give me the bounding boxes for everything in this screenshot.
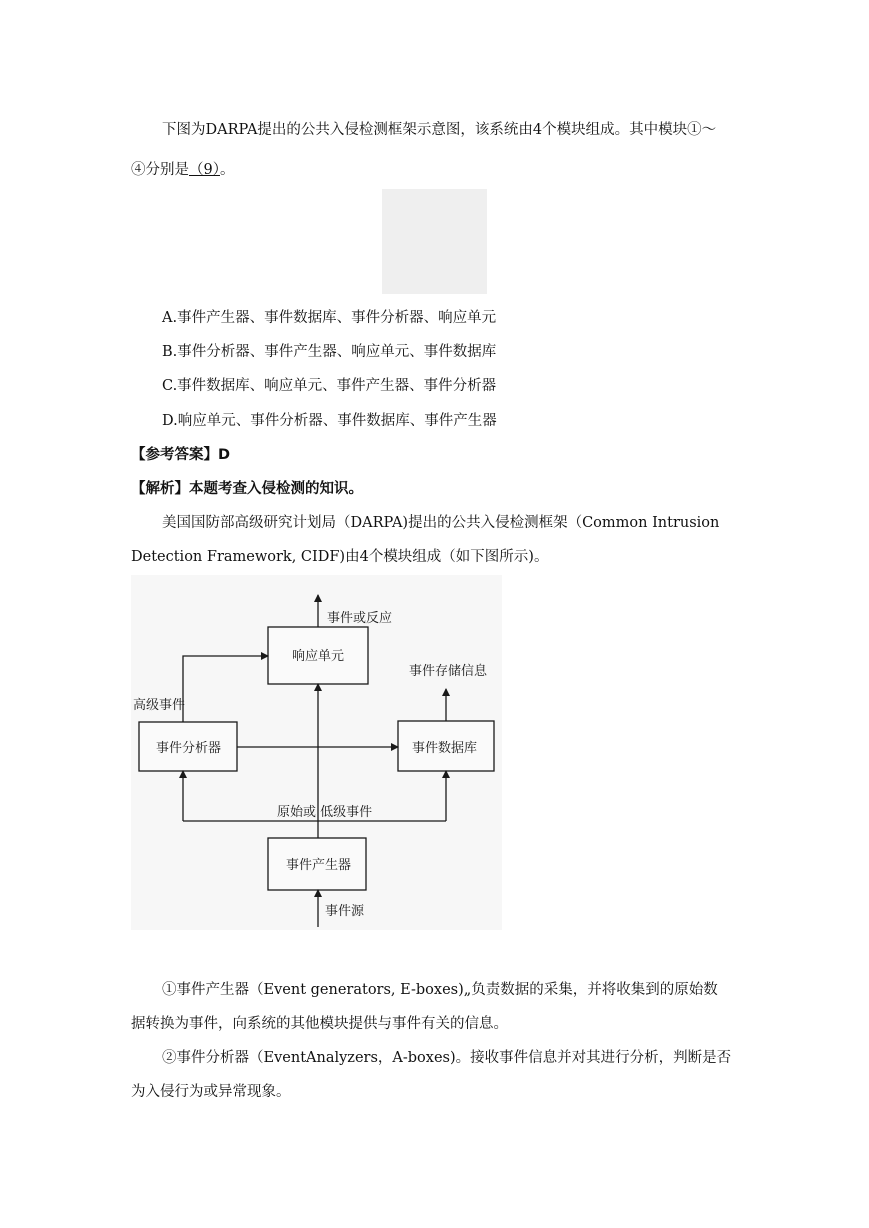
event-database-label: 事件数据库 <box>412 741 478 756</box>
question-line-2 <box>131 158 234 179</box>
question-line-1: 下图为DARPA提出的公共入侵检测框架示意图，该系统由4个模块组成。其中模块①～ <box>162 122 717 138</box>
explanation-2-line-2: 为入侵行为或异常现象。 <box>131 1084 291 1100</box>
cidf-diagram <box>131 575 502 930</box>
analysis-paragraph-line-2: Detection Framework, CIDF)由4个模块组成（如下图所示)。 <box>131 549 549 565</box>
response-unit-label: 响应单元 <box>292 649 345 664</box>
raw-or-low-level-event-label: 原始或 低级事件 <box>277 805 373 820</box>
option-c: C.事件数据库、响应单元、事件产生器、事件分析器 <box>162 378 497 394</box>
answer-line <box>131 443 230 464</box>
explanation-1-line-2: 据转换为事件，向系统的其他模块提供与事件有关的信息。 <box>131 1016 508 1032</box>
answer-value: D <box>218 447 231 463</box>
option-b: B.事件分析器、事件产生器、响应单元、事件数据库 <box>162 344 497 360</box>
high-level-event-label: 高级事件 <box>133 698 186 713</box>
option-a: A.事件产生器、事件数据库、事件分析器、响应单元 <box>162 310 497 326</box>
explanation-2-line-1: ②事件分析器（EventAnalyzers，A-boxes)。接收事件信息并对其进行分析，判断是否 <box>162 1050 732 1066</box>
event-storage-info-label: 事件存储信息 <box>409 664 488 679</box>
question-figure-placeholder <box>382 189 487 294</box>
analysis-paragraph-line-1: 美国国防部高级研究计划局（DARPA)提出的公共入侵检测框架（Common Intrusion <box>162 515 720 531</box>
event-or-response-label: 事件或反应 <box>327 611 393 626</box>
explanation-1-line-1: ①事件产生器（Event generators, E-boxes)„负责数据的采集，并将收集到的原始数 <box>162 982 718 998</box>
question-prefix: ④分别是 <box>131 162 189 178</box>
analysis-label: 【解析】 <box>131 481 189 497</box>
event-source-label: 事件源 <box>325 904 365 919</box>
option-d: D.响应单元、事件分析器、事件数据库、事件产生器 <box>162 413 497 429</box>
arrow-high-level-event <box>183 656 268 722</box>
analysis-heading <box>131 477 363 498</box>
event-analyzer-label: 事件分析器 <box>156 741 222 756</box>
answer-label: 【参考答案】 <box>131 447 218 463</box>
analysis-summary: 本题考查入侵检测的知识。 <box>189 481 363 497</box>
question-suffix: 。 <box>219 162 235 178</box>
question-blank: （9） <box>189 162 220 178</box>
event-generator-label: 事件产生器 <box>286 858 352 873</box>
